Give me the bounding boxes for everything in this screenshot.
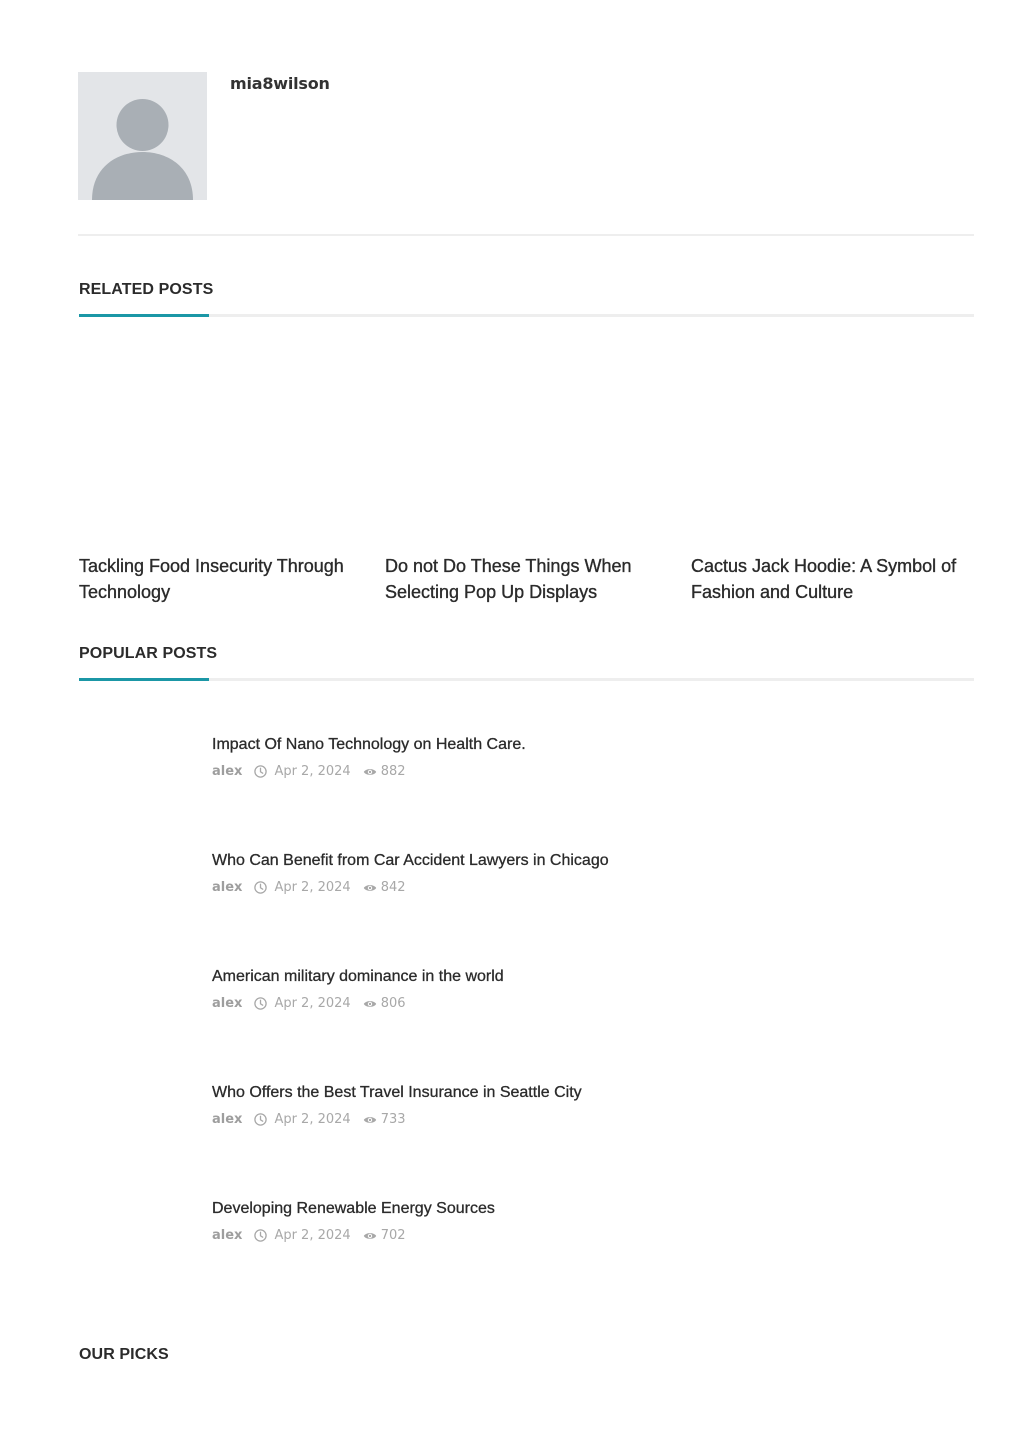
post-author[interactable]: alex bbox=[212, 996, 243, 1011]
post-author[interactable]: alex bbox=[212, 1228, 243, 1243]
post-views: 733 bbox=[380, 1112, 406, 1127]
post-views: 882 bbox=[380, 764, 406, 779]
popular-post[interactable] bbox=[212, 966, 972, 1026]
clock-icon bbox=[254, 1229, 267, 1242]
post-date: Apr 2, 2024 bbox=[274, 1112, 351, 1127]
post-meta bbox=[212, 996, 406, 1011]
our-picks-header bbox=[79, 1346, 974, 1382]
post-author[interactable]: alex bbox=[212, 1112, 243, 1127]
eye-icon bbox=[363, 767, 377, 777]
related-post-title[interactable]: Tackling Food Insecurity Through Technology bbox=[79, 556, 344, 602]
related-post-title[interactable]: Cactus Jack Hoodie: A Symbol of Fashion and Culture bbox=[691, 556, 957, 602]
post-date: Apr 2, 2024 bbox=[274, 880, 351, 895]
section-divider bbox=[79, 678, 974, 681]
eye-icon bbox=[363, 999, 377, 1009]
related-post[interactable] bbox=[691, 553, 976, 605]
author-box bbox=[78, 72, 974, 200]
post-date: Apr 2, 2024 bbox=[274, 1228, 351, 1243]
eye-icon bbox=[363, 883, 377, 893]
eye-icon bbox=[363, 1115, 377, 1125]
eye-icon bbox=[363, 1231, 377, 1241]
clock-icon bbox=[254, 765, 267, 778]
clock-icon bbox=[254, 881, 267, 894]
popular-post-title[interactable]: Who Offers the Best Travel Insurance in Seattle City bbox=[212, 1084, 582, 1101]
popular-post-title[interactable]: American military dominance in the world bbox=[212, 968, 504, 985]
section-accent-bar bbox=[79, 678, 209, 681]
popular-posts-title: POPULAR POSTS bbox=[79, 645, 218, 662]
avatar[interactable] bbox=[78, 72, 207, 200]
popular-post-title[interactable]: Who Can Benefit from Car Accident Lawyers in Chicago bbox=[212, 852, 609, 869]
popular-post[interactable] bbox=[212, 850, 972, 910]
popular-post[interactable] bbox=[212, 1198, 972, 1258]
clock-icon bbox=[254, 997, 267, 1010]
popular-post[interactable] bbox=[212, 734, 972, 794]
clock-icon bbox=[254, 1113, 267, 1126]
popular-post-title[interactable]: Developing Renewable Energy Sources bbox=[212, 1200, 495, 1217]
post-date: Apr 2, 2024 bbox=[274, 996, 351, 1011]
section-divider bbox=[79, 314, 974, 317]
post-meta bbox=[212, 880, 406, 895]
popular-post[interactable] bbox=[212, 1082, 972, 1142]
our-picks-title: OUR PICKS bbox=[79, 1346, 169, 1363]
related-post[interactable] bbox=[79, 553, 364, 605]
post-meta bbox=[212, 1228, 406, 1243]
section-accent-bar bbox=[79, 314, 209, 317]
post-meta bbox=[212, 764, 406, 779]
related-posts-header bbox=[79, 281, 974, 317]
related-post-title[interactable]: Do not Do These Things When Selecting Pop Up Displays bbox=[385, 556, 632, 602]
author-divider bbox=[78, 234, 974, 236]
related-post[interactable] bbox=[385, 553, 670, 605]
post-author[interactable]: alex bbox=[212, 764, 243, 779]
post-date: Apr 2, 2024 bbox=[274, 764, 351, 779]
post-views: 702 bbox=[380, 1228, 406, 1243]
related-posts-title: RELATED POSTS bbox=[79, 281, 214, 298]
author-name[interactable]: mia8wilson bbox=[230, 74, 330, 93]
popular-posts-header bbox=[79, 645, 974, 681]
post-views: 806 bbox=[380, 996, 406, 1011]
post-views: 842 bbox=[380, 880, 406, 895]
user-silhouette-icon bbox=[78, 72, 207, 200]
post-meta bbox=[212, 1112, 406, 1127]
popular-post-title[interactable]: Impact Of Nano Technology on Health Care. bbox=[212, 736, 526, 753]
post-author[interactable]: alex bbox=[212, 880, 243, 895]
